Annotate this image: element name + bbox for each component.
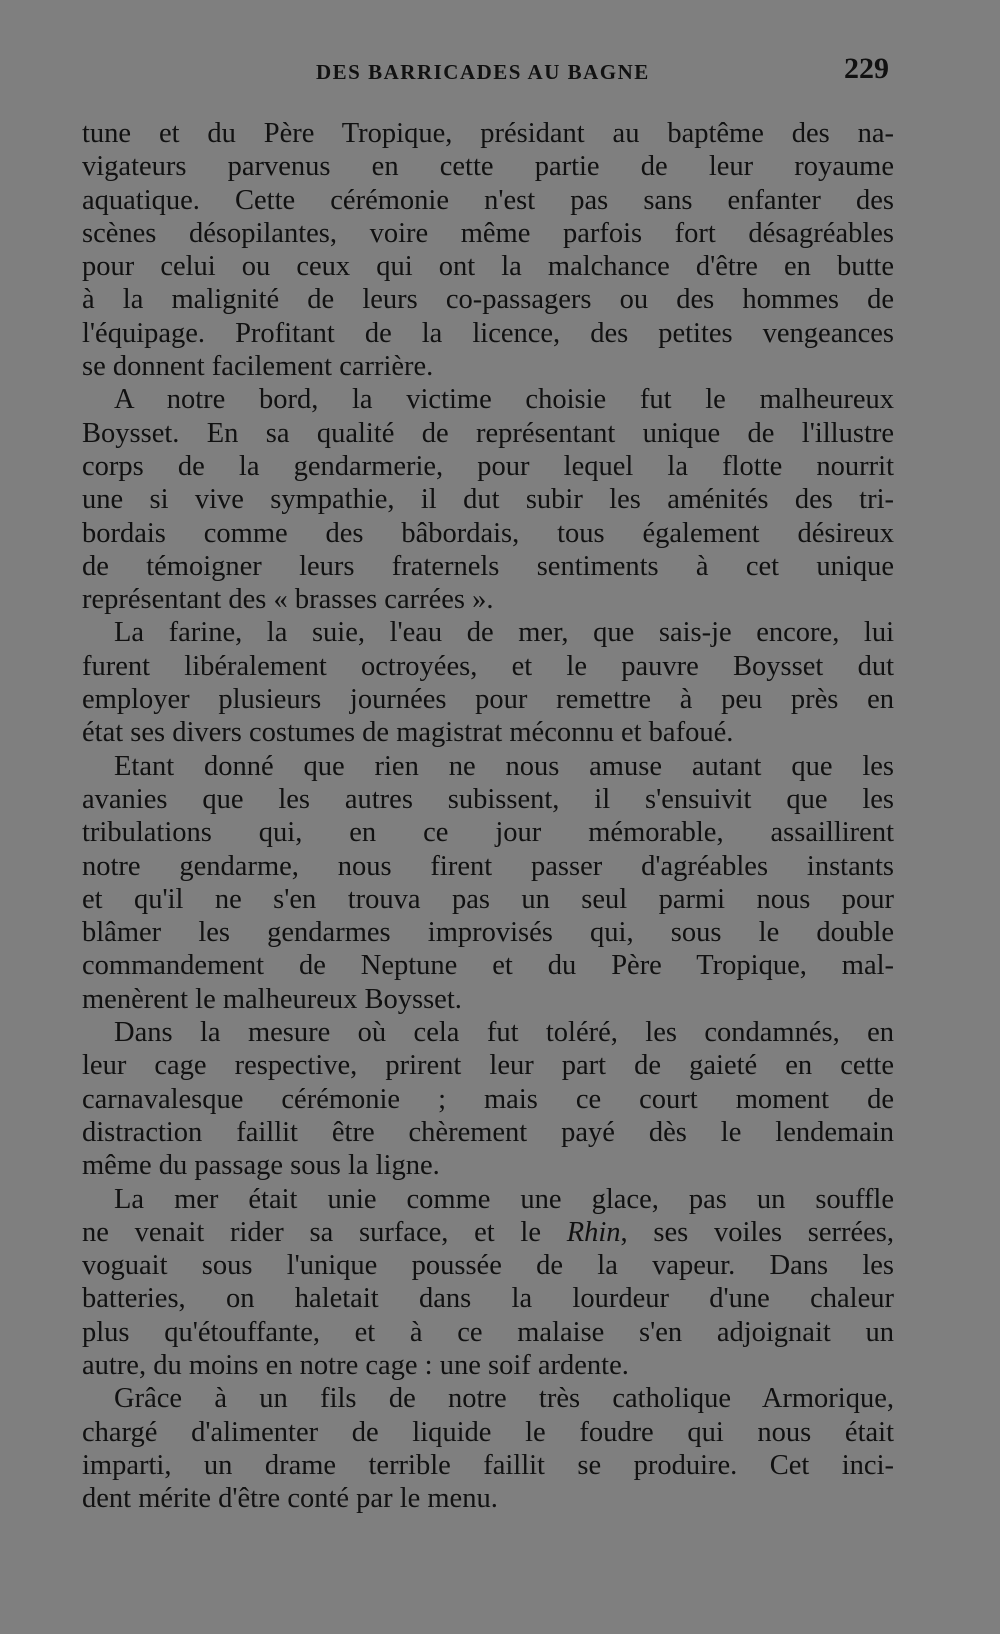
- text-line: à la malignité de leurs co-passagers ou des hommes de: [82, 284, 894, 316]
- text-line: autre, du moins en notre cage : une soif ardente.: [82, 1349, 629, 1381]
- text-line: furent libéralement octroyées, et le pauvre Boysset dut: [82, 650, 894, 682]
- text-line: plus qu'étouffante, et à ce malaise s'en adjoignait un: [82, 1316, 894, 1348]
- text-line: état ses divers costumes de magistrat méconnu et bafoué.: [82, 717, 734, 749]
- text-line: commandement de Neptune et du Père Tropique, mal-: [82, 950, 894, 982]
- text-line: l'équipage. Profitant de la licence, des petites vengeances: [82, 317, 894, 349]
- text-line: tune et du Père Tropique, présidant au baptême des na-: [82, 118, 894, 149]
- text-line: vigateurs parvenus en cette partie de leur royaume: [82, 151, 894, 183]
- text-line: La farine, la suie, l'eau de mer, que sais-je encore, lui: [114, 617, 894, 649]
- text-line: A notre bord, la victime choisie fut le malheureux: [114, 384, 894, 416]
- text-line: menèrent le malheureux Boysset.: [82, 983, 462, 1015]
- text-line: avanies que les autres subissent, il s'ensuivit que les: [82, 783, 894, 815]
- text-line: La mer était unie comme une glace, pas un souffle: [114, 1183, 894, 1215]
- text-line: se donnent facilement carrière.: [82, 351, 434, 383]
- text-line: tribulations qui, en ce jour mémorable, assaillirent: [82, 817, 894, 849]
- text-line: Grâce à un fils de notre très catholique Armorique,: [114, 1383, 894, 1415]
- text-line: même du passage sous la ligne.: [82, 1150, 440, 1182]
- text-line: carnavalesque cérémonie ; mais ce court moment de: [82, 1083, 894, 1115]
- text-line: employer plusieurs journées pour remettre à peu près en: [82, 684, 894, 716]
- text-line: représentant des « brasses carrées ».: [82, 584, 494, 616]
- running-title: DES BARRICADES AU BAGNE: [316, 60, 650, 84]
- text-line: et qu'il ne s'en trouva pas un seul parmi nous pour: [82, 883, 894, 915]
- text-line: dent mérite d'être conté par le menu.: [82, 1483, 498, 1515]
- text-line: corps de la gendarmerie, pour lequel la flotte nourrit: [82, 450, 894, 482]
- text-line: notre gendarme, nous firent passer d'agréables instants: [82, 850, 894, 882]
- text-line: imparti, un drame terrible faillit se produire. Cet inci-: [82, 1449, 894, 1481]
- ship-name: Rhin: [566, 1216, 621, 1248]
- text-line: voguait sous l'unique poussée de la vapeur. Dans les: [82, 1250, 894, 1282]
- text-line: ne venait rider sa surface, et le Rhin, ses voiles serrées,: [82, 1216, 895, 1248]
- body-text: [82, 117, 894, 1515]
- page-number: 229: [844, 52, 889, 85]
- text-line: bordais comme des bâbordais, tous également désireux: [82, 517, 894, 549]
- text-line: scènes désopilantes, voire même parfois fort désagréables: [82, 217, 894, 249]
- text-line: chargé d'alimenter de liquide le foudre qui nous était: [82, 1416, 894, 1448]
- text-line: aquatique. Cette cérémonie n'est pas sans enfanter des: [82, 184, 894, 216]
- text-line: leur cage respective, prirent leur part de gaieté en cette: [82, 1050, 894, 1082]
- text-line: batteries, on haletait dans la lourdeur d'une chaleur: [82, 1283, 894, 1315]
- text-line: distraction faillit être chèrement payé dès le lendemain: [82, 1116, 894, 1148]
- running-head: [0, 52, 1000, 92]
- text-line: Dans la mesure où cela fut toléré, les condamnés, en: [114, 1017, 894, 1049]
- text-line: de témoigner leurs fraternels sentiments à cet unique: [82, 550, 894, 582]
- text-line: une si vive sympathie, il dut subir les aménités des tri-: [82, 484, 894, 516]
- text-line: Etant donné que rien ne nous amuse autant que les: [114, 750, 894, 782]
- text-line: Boysset. En sa qualité de représentant unique de l'illustre: [82, 417, 894, 449]
- text-line: blâmer les gendarmes improvisés qui, sous le double: [82, 917, 894, 949]
- text-line: pour celui ou ceux qui ont la malchance d'être en butte: [82, 251, 894, 283]
